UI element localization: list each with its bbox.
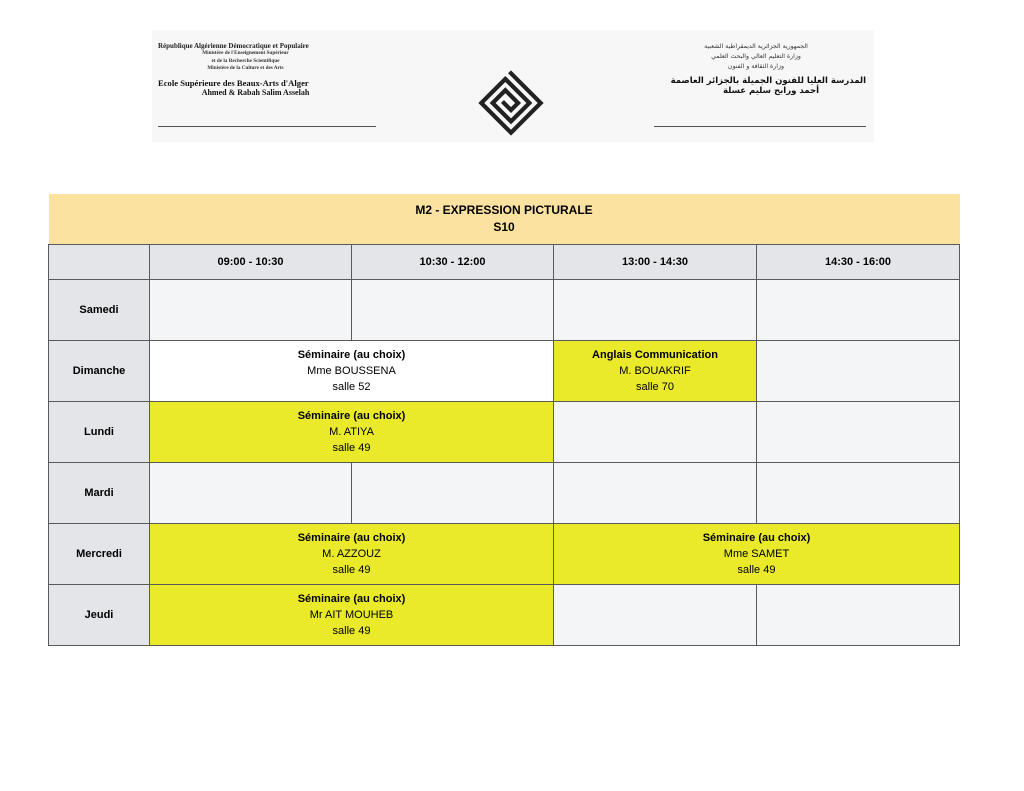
event-room: salle 49: [332, 564, 371, 576]
day-label-jeudi: Jeudi: [49, 585, 150, 646]
event-teacher: M. BOUAKRIF: [619, 365, 691, 377]
event-title: Séminaire (au choix): [297, 410, 406, 422]
slot-header-2: 10:30 - 12:00: [352, 245, 554, 280]
event-room: salle 52: [332, 381, 371, 393]
letterhead-ministry-3: Ministère de la Culture et des Arts: [207, 65, 284, 71]
empty-cell: [150, 463, 352, 524]
day-label-mardi: Mardi: [49, 463, 150, 524]
empty-cell: [757, 341, 960, 402]
letterhead-ministry-ar-1: وزارة التعليم العالي والبحث العلمي: [711, 53, 801, 60]
row-mercredi: [49, 524, 960, 585]
event-room: salle 70: [636, 381, 674, 393]
letterhead-ministry-ar-2: وزارة الثقافة و الفنون: [728, 63, 784, 70]
letterhead-french: [158, 42, 368, 97]
timetable-header-row: [49, 245, 960, 280]
empty-cell: [554, 280, 757, 341]
letterhead-republic-ar: الجمهورية الجزائرية الديمقراطية الشعبية: [704, 43, 808, 50]
event-title: Séminaire (au choix): [297, 593, 406, 605]
empty-cell: [757, 280, 960, 341]
event-teacher: Mme SAMET: [723, 548, 790, 560]
event-title: Séminaire (au choix): [297, 532, 406, 544]
event-title: Séminaire (au choix): [297, 349, 406, 361]
row-mardi: [49, 463, 960, 524]
slot-header-3: 13:00 - 14:30: [554, 245, 757, 280]
event-teacher: M. AZZOUZ: [322, 548, 381, 560]
day-label-lundi: Lundi: [49, 402, 150, 463]
event-mercredi-seminaire-am: [150, 524, 554, 585]
event-title: Séminaire (au choix): [702, 532, 811, 544]
slot-header-1: 09:00 - 10:30: [150, 245, 352, 280]
letterhead-divider-left: [158, 126, 376, 127]
event-teacher: Mme BOUSSENA: [307, 365, 396, 377]
letterhead-arabic: [646, 42, 866, 96]
timetable-title: M2 - EXPRESSION PICTURALE: [415, 203, 593, 217]
empty-cell: [352, 280, 554, 341]
row-dimanche: [49, 341, 960, 402]
empty-cell: [352, 463, 554, 524]
school-logo-icon: [476, 68, 546, 138]
header-corner-cell: [49, 245, 150, 280]
event-mercredi-seminaire-pm: [554, 524, 960, 585]
event-teacher: Mr AIT MOUHEB: [309, 609, 394, 621]
event-dimanche-anglais: [554, 341, 757, 402]
day-label-samedi: Samedi: [49, 280, 150, 341]
event-teacher: M. ATIYA: [329, 426, 374, 438]
slot-header-4: 14:30 - 16:00: [757, 245, 960, 280]
event-room: salle 49: [737, 564, 776, 576]
letterhead-ministry-1: Ministère de l'Enseignement Supérieur: [202, 50, 289, 56]
letterhead-republic: République Algérienne Démocratique et Populaire: [158, 42, 309, 50]
day-label-dimanche: Dimanche: [49, 341, 150, 402]
event-room: salle 49: [332, 442, 371, 454]
timetable-subtitle: S10: [493, 220, 515, 234]
empty-cell: [150, 280, 352, 341]
event-title: Anglais Communication: [592, 349, 718, 361]
letterhead: [152, 30, 874, 142]
timetable-title-banner: [49, 194, 960, 245]
timetable: [48, 194, 960, 646]
letterhead-school-names-ar: أحمد ورابح سليم عسلة: [723, 86, 819, 96]
row-lundi: [49, 402, 960, 463]
row-jeudi: [49, 585, 960, 646]
event-jeudi-seminaire: [150, 585, 554, 646]
empty-cell: [757, 402, 960, 463]
empty-cell: [757, 463, 960, 524]
letterhead-ministry-2: et de la Recherche Scientifique: [211, 57, 280, 64]
event-lundi-seminaire: [150, 402, 554, 463]
empty-cell: [554, 585, 757, 646]
empty-cell: [554, 463, 757, 524]
empty-cell: [757, 585, 960, 646]
letterhead-school-names: Ahmed & Rabah Salim Asselah: [201, 87, 310, 97]
row-samedi: [49, 280, 960, 341]
letterhead-school-name: Ecole Supérieure des Beaux-Arts d'Alger: [158, 77, 309, 88]
event-dimanche-seminaire: [150, 341, 554, 402]
day-label-mercredi: Mercredi: [49, 524, 150, 585]
letterhead-school-name-ar: المدرسة العليا للفنون الجميلة بالجزائر العاصمة: [670, 76, 866, 86]
empty-cell: [554, 402, 757, 463]
letterhead-divider-right: [654, 126, 866, 127]
event-room: salle 49: [332, 625, 371, 637]
